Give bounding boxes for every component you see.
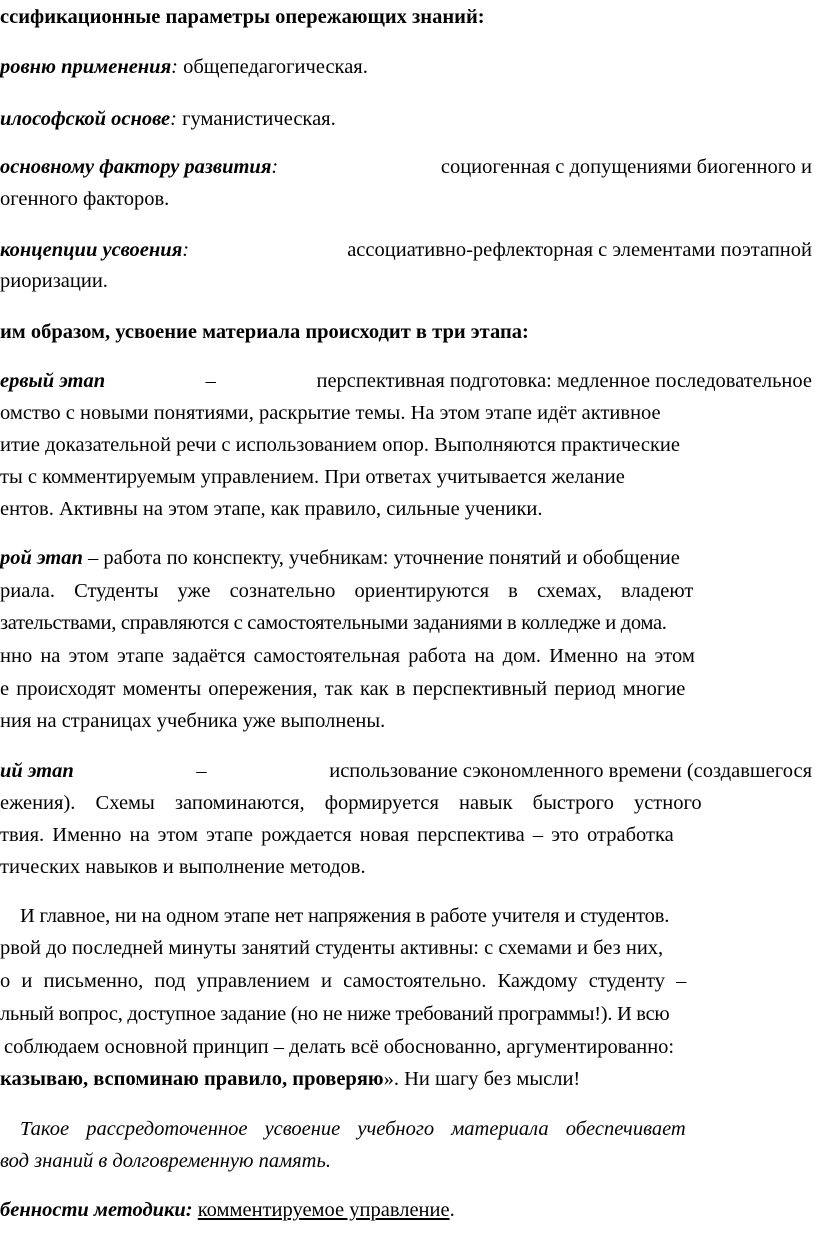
- main-line: И главное, ни на одном этапе нет напряжения в работе учителя и студентов.: [20, 905, 670, 927]
- stage-3-first-line: ий этап – использование сэкономленного времени (создавшегося: [0, 760, 812, 782]
- stage-2-line: ния на страницах учебника уже выполнены.: [0, 710, 386, 732]
- param-value: социогенная с допущениями биогенного и: [440, 156, 812, 178]
- main-last-line: казываю, вспоминаю правило, проверяю». Ни шагу без мысли!: [0, 1068, 581, 1090]
- param-label: основному фактору развития: [0, 156, 272, 178]
- stage-2-line: зательствами, справляются с самостоятельными заданиями в колледже и дома.: [0, 612, 667, 634]
- stage-3-line: ежения). Схемы запоминаются, формируется навык быстрого устного: [0, 792, 702, 814]
- param-philosophical-basis: илософской основе: гуманистическая.: [0, 108, 336, 130]
- stage-label: рой этап: [0, 547, 83, 569]
- bold-principle: казываю, вспоминаю правило, проверяю: [0, 1068, 384, 1090]
- param-learning-concept: концепции усвоения: ассоциативно-рефлекторная с элементами поэтапной: [0, 239, 812, 261]
- stage-2-line: е происходят моменты опережения, так как в перспективный период многие: [0, 678, 686, 700]
- stage-3-line: твия. Именно на этом этапе рождается новая перспектива – это отработка: [0, 824, 674, 846]
- main-line: соблюдаем основной принцип – делать всё обоснованно, аргументированно:: [4, 1036, 675, 1058]
- param-label: ровню применения: [0, 56, 172, 78]
- methodology-feature: бенности методики: комментируемое управление.: [0, 1199, 455, 1221]
- main-line: льный вопрос, доступное задание (но не ниже требований программы!). И всю: [0, 1003, 670, 1025]
- main-line: о и письменно, под управлением и самостоятельно. Каждому студенту –: [0, 970, 687, 992]
- conclusion-line: Такое рассредоточенное усвоение учебного материала обеспечивает: [20, 1118, 686, 1140]
- stage-label: ий этап: [0, 760, 74, 782]
- param-label: илософской основе: [0, 108, 171, 130]
- param-value: гуманистическая.: [182, 108, 336, 130]
- param-label: концепции усвоения: [0, 239, 183, 261]
- feature-label: бенности методики:: [0, 1199, 193, 1221]
- heading: ссификационные параметры опережающих знаний:: [0, 6, 485, 28]
- stage-2-line: риала. Студенты уже сознательно ориентируются в схемах, владеют: [0, 580, 694, 602]
- stage-label: ервый этап: [0, 370, 106, 392]
- stage-1-first-line: ервый этап – перспективная подготовка: медленное последовательное: [0, 370, 812, 392]
- stage-3-line: тических навыков и выполнение методов.: [0, 856, 366, 878]
- stage-1-line: ты с комментируемым управлением. При ответах учитывается желание: [0, 466, 625, 488]
- param-value: общепедагогическая.: [183, 56, 368, 78]
- stages-intro: им образом, усвоение материала происходит в три этапа:: [0, 321, 529, 343]
- param-development-factor: основному фактору развития: социогенная с допущениями биогенного и: [0, 156, 812, 178]
- main-line: рвой до последней минуты занятий студенты активны: с схемами и без них,: [0, 937, 664, 959]
- stage-1-line: омство с новыми понятиями, раскрытие темы. На этом этапе идёт активное: [0, 402, 661, 424]
- param-value: ассоциативно-рефлекторная с элементами поэтапной: [347, 239, 812, 261]
- conclusion-line: вод знаний в долговременную память.: [0, 1150, 331, 1172]
- stage-1-line: ентов. Активны на этом этапе, как правило, сильные ученики.: [0, 498, 543, 520]
- param-development-factor-cont: огенного факторов.: [0, 188, 170, 210]
- stage-2-line: нно на этом этапе задаётся самостоятельная работа на дом. Именно на этом: [0, 645, 695, 667]
- param-application-level: ровню применения: общепедагогическая.: [0, 56, 368, 78]
- param-learning-concept-cont: риоризации.: [0, 270, 108, 292]
- stage-2-first-line: рой этап – работа по конспекту, учебникам: уточнение понятий и обобщение: [0, 547, 680, 569]
- feature-value: комментируемое управление: [197, 1199, 450, 1221]
- stage-1-line: итие доказательной речи с использованием опор. Выполняются практические: [0, 434, 681, 456]
